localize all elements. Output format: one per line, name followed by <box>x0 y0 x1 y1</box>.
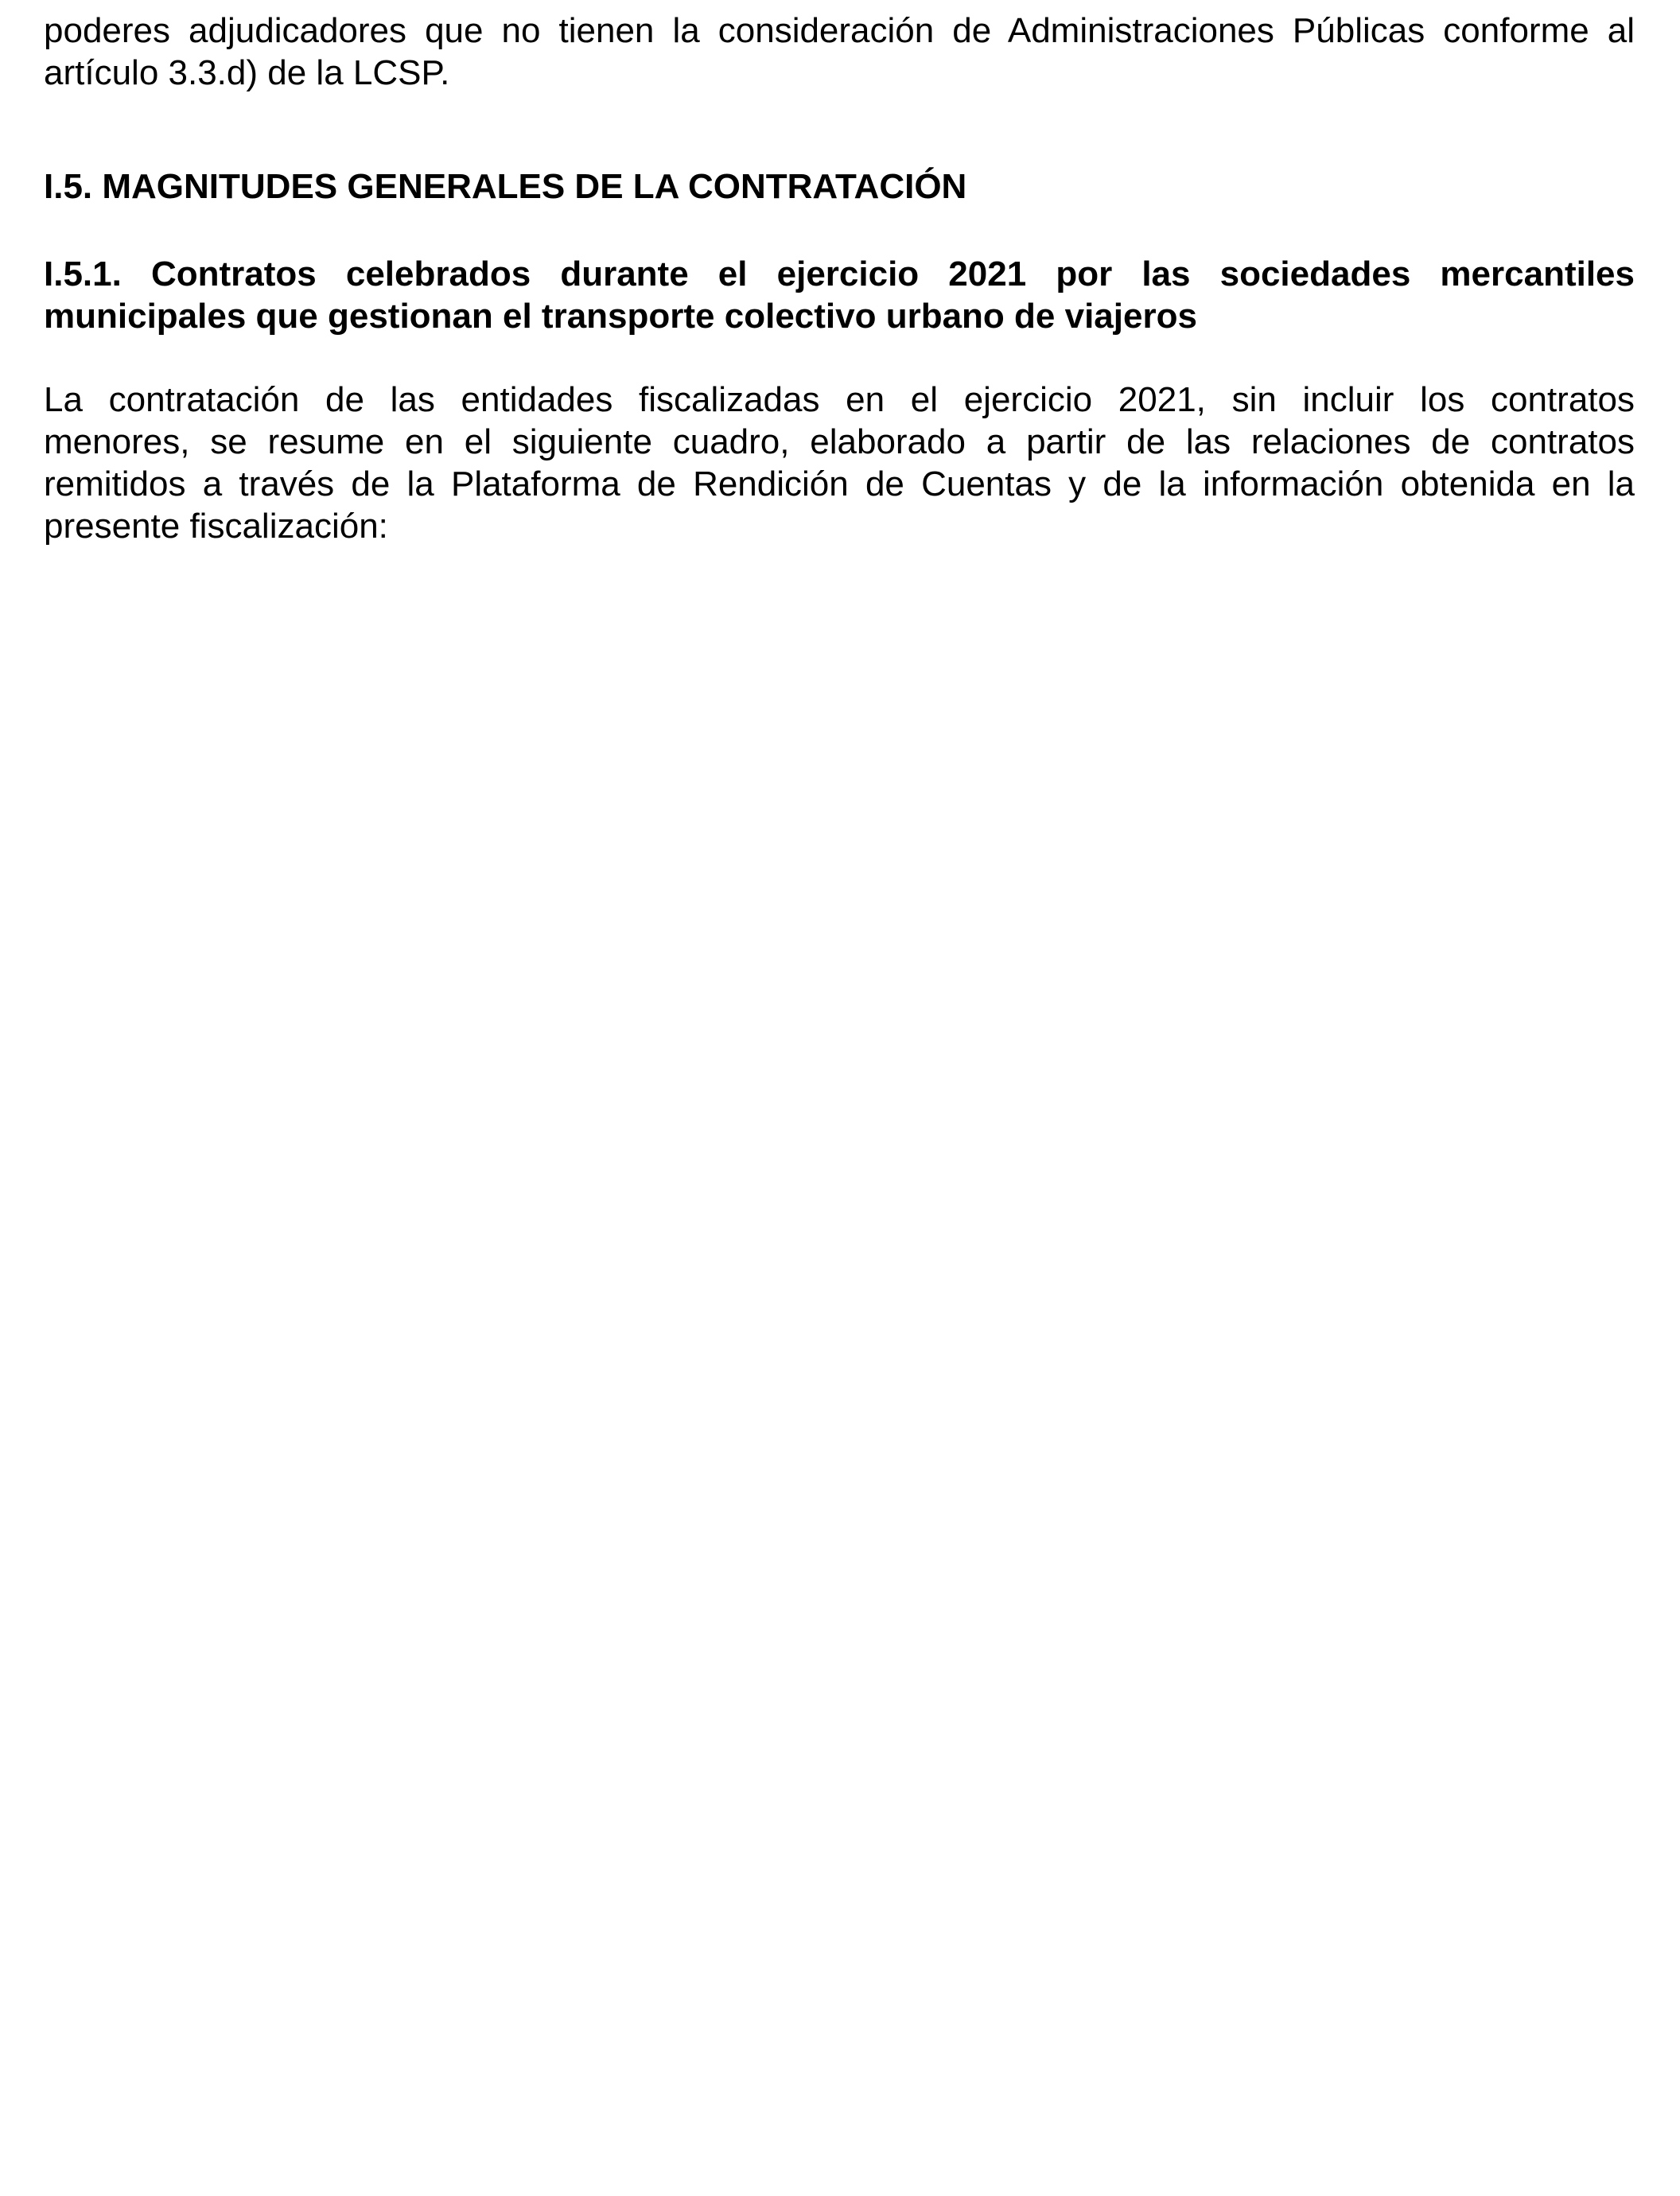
intro-paragraph <box>44 10 1635 94</box>
intro-line-1: poderes adjudicadores que no tienen la consideración de Administraciones Públicas conforme al <box>44 11 1635 50</box>
subsection-heading <box>44 253 1635 337</box>
subsection-heading-line-1: I.5.1. Contratos celebrados durante el ejercicio 2021 por las sociedades mercantiles <box>44 255 1635 293</box>
subsection-heading-line-2: municipales que gestionan el transporte colectivo urbano de viajeros <box>44 297 1197 336</box>
intro-line-2: artículo 3.3.d) de la LCSP. <box>44 53 450 92</box>
body-line-1: La contratación de las entidades fiscalizadas en el ejercicio 2021, sin incluir los contratos <box>44 380 1635 419</box>
body-line-2: menores, se resume en el siguiente cuadro, elaborado a partir de las relaciones de contratos <box>44 422 1635 461</box>
body-line-4: presente fiscalización: <box>44 507 388 546</box>
section-heading: I.5. MAGNITUDES GENERALES DE LA CONTRATACIÓN <box>44 167 967 206</box>
body-line-3: remitidos a través de la Plataforma de Rendición de Cuentas y de la información obtenida en la <box>44 464 1635 503</box>
body-paragraph <box>44 379 1635 547</box>
document-page <box>44 10 1635 547</box>
